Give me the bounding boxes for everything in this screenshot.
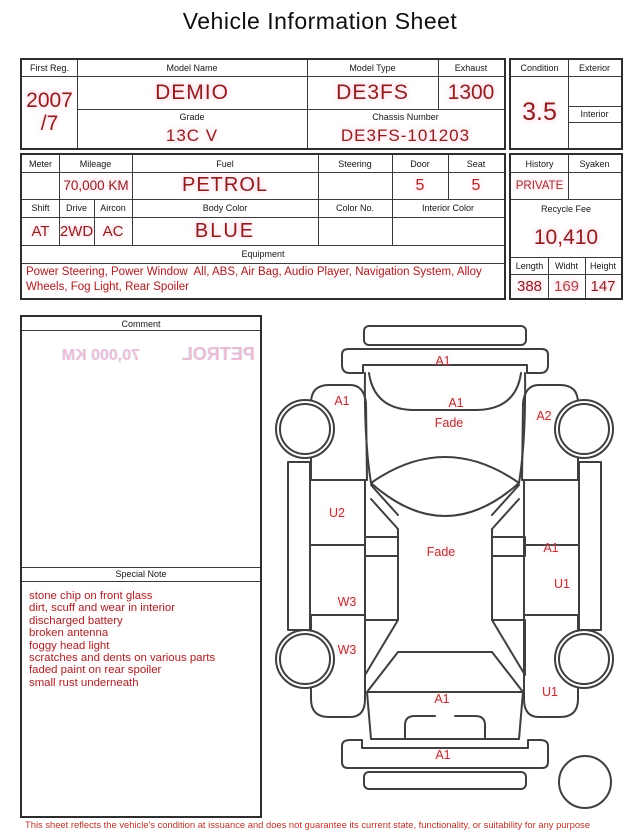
spare-wheel [559,756,611,808]
model-type-value: DE3FS [336,80,409,104]
front-left-wheel [276,400,334,458]
windshield-shape [371,457,519,516]
aircon-label: Aircon [100,203,126,213]
fuel-label: Fuel [216,158,234,169]
drive-value: 2WD [59,222,94,240]
damage-marker: W3 [337,643,357,657]
right-rocker-panel [579,462,601,630]
damage-marker: A1 [435,354,451,368]
front-plate-strip [364,326,526,345]
special-note-line: broken antenna [29,627,109,640]
grade-label: Grade [179,111,205,122]
model-name-label: Model Name [166,63,218,73]
front-right-wheel [555,400,613,458]
fuel-value: PETROL [181,174,269,196]
body-color-label: Body Color [202,203,248,213]
left-a-pillar [371,485,398,529]
body-color-value: BLUE [194,219,256,242]
panel-condition [509,58,623,150]
scan-bleedthrough-text: 70,000 KM [62,347,141,364]
special-note-list [29,590,257,689]
rear-glass-shape [367,652,523,692]
damage-marker: U2 [329,506,345,520]
interior-color-label: Interior Color [421,203,475,213]
meter-label: Meter [28,158,52,169]
page-title: Vehicle Information Sheet [182,8,458,34]
grade-value: 13C V [165,126,219,145]
model-name-value: DEMIO [155,80,229,104]
right-c-pillar [492,620,525,675]
damage-marker: A2 [536,409,552,423]
special-note-line: stone chip on front glass [29,590,153,602]
height-value: 147 [590,277,616,295]
notes-box [20,315,262,818]
mileage-label: Mileage [79,158,112,169]
chassis-label: Chassis Number [372,111,439,122]
rear-plate-strip [364,772,526,789]
special-note-line: faded paint on rear spoiler [29,664,162,677]
damage-marker: A1 [543,541,559,555]
damage-marker: A1 [334,394,350,408]
left-b-pillar [365,537,398,556]
damage-marker: U1 [554,577,570,591]
right-b-pillar [492,537,525,556]
first-reg-value: 2007 /7 [26,89,73,135]
seat-label: Seat [466,158,486,169]
equipment-value: Power Steering, Power Window All, ABS, Air Bag, Audio Player, Navigation System, Alloy Wheels, Fog Light, Rear Spoiler [26,266,485,293]
recycle-fee-value: 10,410 [533,226,599,249]
damage-marker: W3 [337,595,357,609]
width-label: Widht [554,260,578,271]
length-value: 388 [516,277,543,295]
seat-value: 5 [471,176,481,194]
table-registration [20,58,506,150]
shift-label: Shift [31,203,50,213]
damage-marker: A1 [448,396,464,410]
damage-marker: Fade [434,416,464,430]
history-label: History [525,158,554,169]
damage-marker: U1 [542,685,558,699]
right-a-pillar [492,485,519,529]
color-no-label: Color No. [335,203,374,213]
hood-cowl-line [369,373,521,410]
damage-marker: A1 [435,748,451,762]
exhaust-value: 1300 [447,80,495,104]
history-value: PRIVATE [515,179,564,192]
table-specs [20,153,506,300]
exhaust-label: Exhaust [454,63,488,73]
exterior-label: Exterior [578,63,610,73]
door-value: 5 [415,176,425,194]
rear-left-wheel [276,630,334,688]
comment-label: Comment [121,318,161,329]
left-tail-light-line [405,716,435,739]
right-tail-light-line [455,716,485,739]
divider [568,122,621,123]
interior-label: Interior [580,109,609,119]
left-c-pillar [365,620,398,675]
mileage-value: 70,000 KM [63,178,129,193]
shift-value: AT [31,222,50,240]
recycle-fee-label: Recycle Fee [540,204,592,214]
special-note-line: discharged battery [29,614,123,627]
damage-marker: Fade [426,545,456,559]
width-value: 169 [553,277,580,295]
special-note-label: Special Note [115,569,167,579]
left-hood-edge [365,373,371,483]
footer-disclaimer: This sheet reflects the vehicle's condition at issuance and does not guarantee its current state, functionality, or suitability for any purpose [25,819,590,830]
car-damage-diagram [265,315,640,810]
left-rocker-panel [288,462,310,630]
model-type-label: Model Type [349,63,396,73]
syaken-label: Syaken [579,158,610,169]
special-note-line: small rust underneath [29,676,139,689]
special-note-line: dirt, scuff and wear in interior [29,602,176,615]
height-label: Height [589,260,616,271]
condition-value: 3.5 [522,97,557,126]
door-label: Door [410,158,430,169]
panel-history [509,153,623,300]
first-reg-label: First Reg. [29,63,69,73]
car-top-view-drawing [265,315,640,810]
special-note-line: scratches and dents on various parts [29,652,216,665]
drive-label: Drive [65,203,87,213]
special-note-line: foggy head light [29,639,110,652]
length-label: Length [515,260,544,271]
scan-bleedthrough-text: PETROL [182,344,256,364]
steering-label: Steering [338,158,372,169]
rear-right-wheel [555,630,613,688]
condition-label: Condition [520,63,559,73]
divider [22,581,260,582]
aircon-value: AC [102,222,124,240]
divider [22,263,504,264]
damage-marker: A1 [434,692,450,706]
equipment-label: Equipment [241,249,285,259]
divider [22,330,260,331]
chassis-value: DE3FS-101203 [340,126,471,145]
